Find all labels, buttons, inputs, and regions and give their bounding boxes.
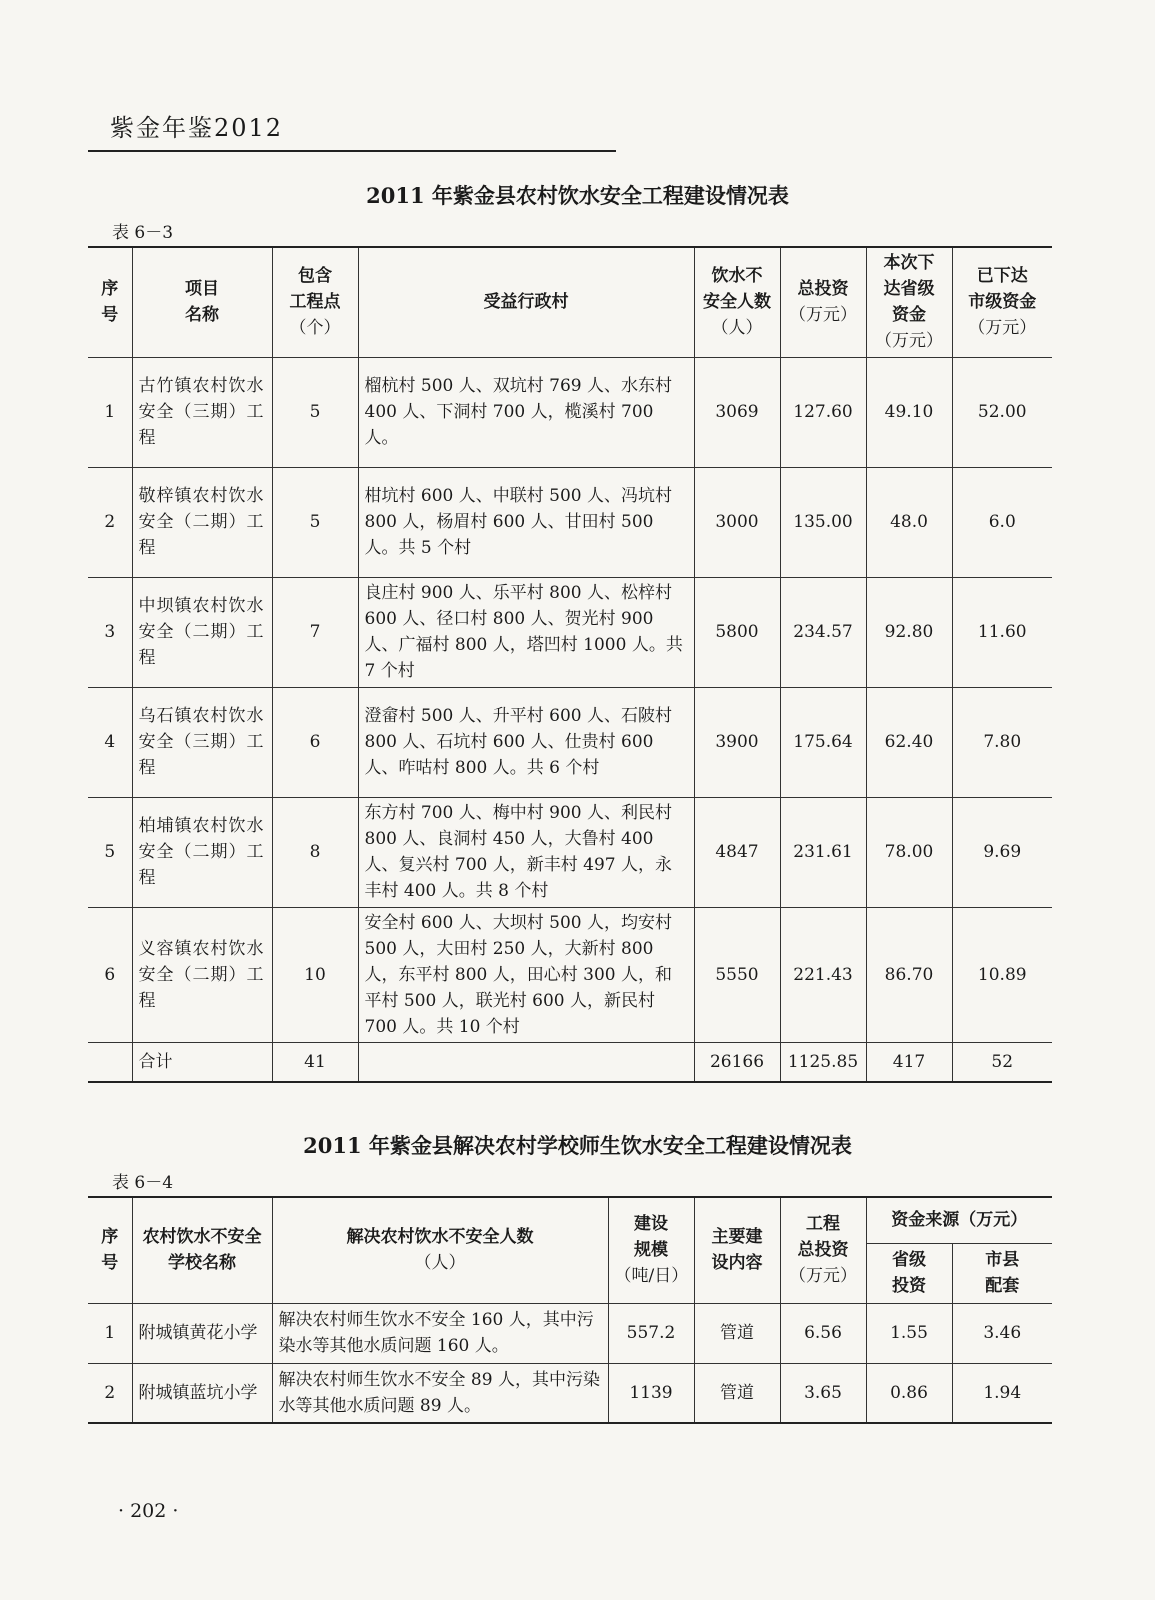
cell-seq: 5: [88, 797, 132, 907]
table-total-row: [88, 1042, 1052, 1082]
cell-seq: [88, 1042, 132, 1082]
table-row: [88, 467, 1052, 577]
col-city: 已下达 市级资金 （万元）: [952, 247, 1052, 357]
table2-label: 表 6－4: [112, 1173, 174, 1193]
cell-seq: 2: [88, 467, 132, 577]
cell-provincial: 62.40: [866, 687, 952, 797]
cell-school: 附城镇黄花小学: [132, 1303, 272, 1363]
header-rule: [88, 150, 616, 152]
cell-total-investment: 1125.85: [780, 1042, 866, 1082]
cell-people: 3069: [694, 357, 780, 467]
cell-investment: 3.65: [780, 1363, 866, 1423]
cell-people: 3000: [694, 467, 780, 577]
cell-villages: 良庄村 900 人、乐平村 800 人、松梓村 600 人、径口村 800 人、贺光村 900 人、广福村 800 人，塔凹村 1000 人。共 7 个村: [358, 577, 694, 687]
cell-city: 7.80: [952, 687, 1052, 797]
table1-title: 2011 年紫金县农村饮水安全工程建设情况表: [366, 183, 789, 208]
cell-investment: 135.00: [780, 467, 866, 577]
col-sites: 包含 工程点 （个）: [272, 247, 358, 357]
col-provincial: 省级 投资: [866, 1243, 952, 1303]
cell-school: 附城镇蓝坑小学: [132, 1363, 272, 1423]
table1-header-row: [88, 247, 1052, 357]
cell-sites: 6: [272, 687, 358, 797]
cell-sites: 5: [272, 357, 358, 467]
page-number: · 202 ·: [118, 1500, 179, 1522]
cell-project: 义容镇农村饮水安全（二期）工程: [132, 907, 272, 1042]
cell-people: 3900: [694, 687, 780, 797]
cell-city: 11.60: [952, 577, 1052, 687]
cell-people: 5800: [694, 577, 780, 687]
table-row: [88, 577, 1052, 687]
col-people: 解决农村饮水不安全人数 （人）: [272, 1197, 608, 1303]
cell-investment: 221.43: [780, 907, 866, 1042]
cell-investment: 234.57: [780, 577, 866, 687]
running-head: 紫金年鉴2012: [110, 114, 284, 142]
cell-provincial: 86.70: [866, 907, 952, 1042]
cell-city: 6.0: [952, 467, 1052, 577]
cell-total-city: 52: [952, 1042, 1052, 1082]
cell-city: 52.00: [952, 357, 1052, 467]
cell-investment: 231.61: [780, 797, 866, 907]
col-provincial: 本次下 达省级 资金 （万元）: [866, 247, 952, 357]
table2: [88, 1196, 1052, 1424]
cell-investment: 6.56: [780, 1303, 866, 1363]
cell-people: 5550: [694, 907, 780, 1042]
cell-seq: 6: [88, 907, 132, 1042]
cell-villages: 榴杭村 500 人、双坑村 769 人、水东村 400 人、下洞村 700 人，榄溪村 700 人。: [358, 357, 694, 467]
cell-provincial: 49.10: [866, 357, 952, 467]
cell-villages: 柑坑村 600 人、中联村 500 人、冯坑村 800 人，杨眉村 600 人、甘田村 500 人。共 5 个村: [358, 467, 694, 577]
cell-villages: 安全村 600 人、大坝村 500 人，均安村 500 人，大田村 250 人，大新村 800 人，东平村 800 人，田心村 300 人，和平村 500 人，联光村 600 人，新民村 700 人。共 10 个村: [358, 907, 694, 1042]
cell-project: 柏埔镇农村饮水安全（二期）工程: [132, 797, 272, 907]
cell-people: 解决农村师生饮水不安全 160 人，其中污染水等其他水质问题 160 人。: [272, 1303, 608, 1363]
cell-sites: 5: [272, 467, 358, 577]
cell-county: 3.46: [952, 1303, 1052, 1363]
cell-villages: 东方村 700 人、梅中村 900 人、利民村 800 人、良洞村 450 人，大鲁村 400 人、复兴村 700 人，新丰村 497 人，永丰村 400 人。共 8 个村: [358, 797, 694, 907]
cell-total-sites: 41: [272, 1042, 358, 1082]
col-project: 项目 名称: [132, 247, 272, 357]
cell-villages: [358, 1042, 694, 1082]
cell-provincial: 78.00: [866, 797, 952, 907]
table2-header-row: [88, 1197, 1052, 1243]
cell-sites: 10: [272, 907, 358, 1042]
cell-city: 10.89: [952, 907, 1052, 1042]
cell-total-people: 26166: [694, 1042, 780, 1082]
cell-content: 管道: [694, 1303, 780, 1363]
table-row: [88, 1363, 1052, 1423]
cell-content: 管道: [694, 1363, 780, 1423]
table-row: [88, 907, 1052, 1042]
cell-project: 古竹镇农村饮水安全（三期）工程: [132, 357, 272, 467]
col-investment: 工程 总投资 （万元）: [780, 1197, 866, 1303]
cell-villages: 澄畲村 500 人、升平村 600 人、石陂村 800 人、石坑村 600 人、仕贵村 600 人、咋咕村 800 人。共 6 个村: [358, 687, 694, 797]
table1-label: 表 6－3: [112, 223, 174, 243]
table-row: [88, 1303, 1052, 1363]
cell-provincial: 92.80: [866, 577, 952, 687]
table-row: [88, 687, 1052, 797]
cell-seq: 1: [88, 357, 132, 467]
col-county: 市县 配套: [952, 1243, 1052, 1303]
col-people: 饮水不 安全人数 （人）: [694, 247, 780, 357]
col-investment: 总投资 （万元）: [780, 247, 866, 357]
cell-seq: 4: [88, 687, 132, 797]
cell-project: 中坝镇农村饮水安全（二期）工程: [132, 577, 272, 687]
col-school: 农村饮水不安全 学校名称: [132, 1197, 272, 1303]
cell-investment: 127.60: [780, 357, 866, 467]
col-seq: 序号: [88, 247, 132, 357]
cell-sites: 7: [272, 577, 358, 687]
cell-county: 1.94: [952, 1363, 1052, 1423]
table2-title: 2011 年紫金县解决农村学校师生饮水安全工程建设情况表: [303, 1133, 852, 1158]
cell-seq: 3: [88, 577, 132, 687]
cell-scale: 1139: [608, 1363, 694, 1423]
cell-provincial: 0.86: [866, 1363, 952, 1423]
cell-seq: 1: [88, 1303, 132, 1363]
cell-total-provincial: 417: [866, 1042, 952, 1082]
col-villages: 受益行政村: [358, 247, 694, 357]
cell-seq: 2: [88, 1363, 132, 1423]
col-seq: 序号: [88, 1197, 132, 1303]
cell-total-label: 合计: [132, 1042, 272, 1082]
cell-sites: 8: [272, 797, 358, 907]
cell-provincial: 1.55: [866, 1303, 952, 1363]
cell-project: 敬梓镇农村饮水安全（二期）工程: [132, 467, 272, 577]
table-row: [88, 357, 1052, 467]
cell-provincial: 48.0: [866, 467, 952, 577]
col-funding: 资金来源（万元）: [866, 1197, 1052, 1243]
cell-investment: 175.64: [780, 687, 866, 797]
table-row: [88, 797, 1052, 907]
cell-scale: 557.2: [608, 1303, 694, 1363]
cell-city: 9.69: [952, 797, 1052, 907]
cell-people: 4847: [694, 797, 780, 907]
cell-people: 解决农村师生饮水不安全 89 人，其中污染水等其他水质问题 89 人。: [272, 1363, 608, 1423]
cell-project: 乌石镇农村饮水安全（三期）工程: [132, 687, 272, 797]
table1: [88, 246, 1052, 1083]
col-scale: 建设 规模 （吨/日）: [608, 1197, 694, 1303]
col-content: 主要建 设内容: [694, 1197, 780, 1303]
